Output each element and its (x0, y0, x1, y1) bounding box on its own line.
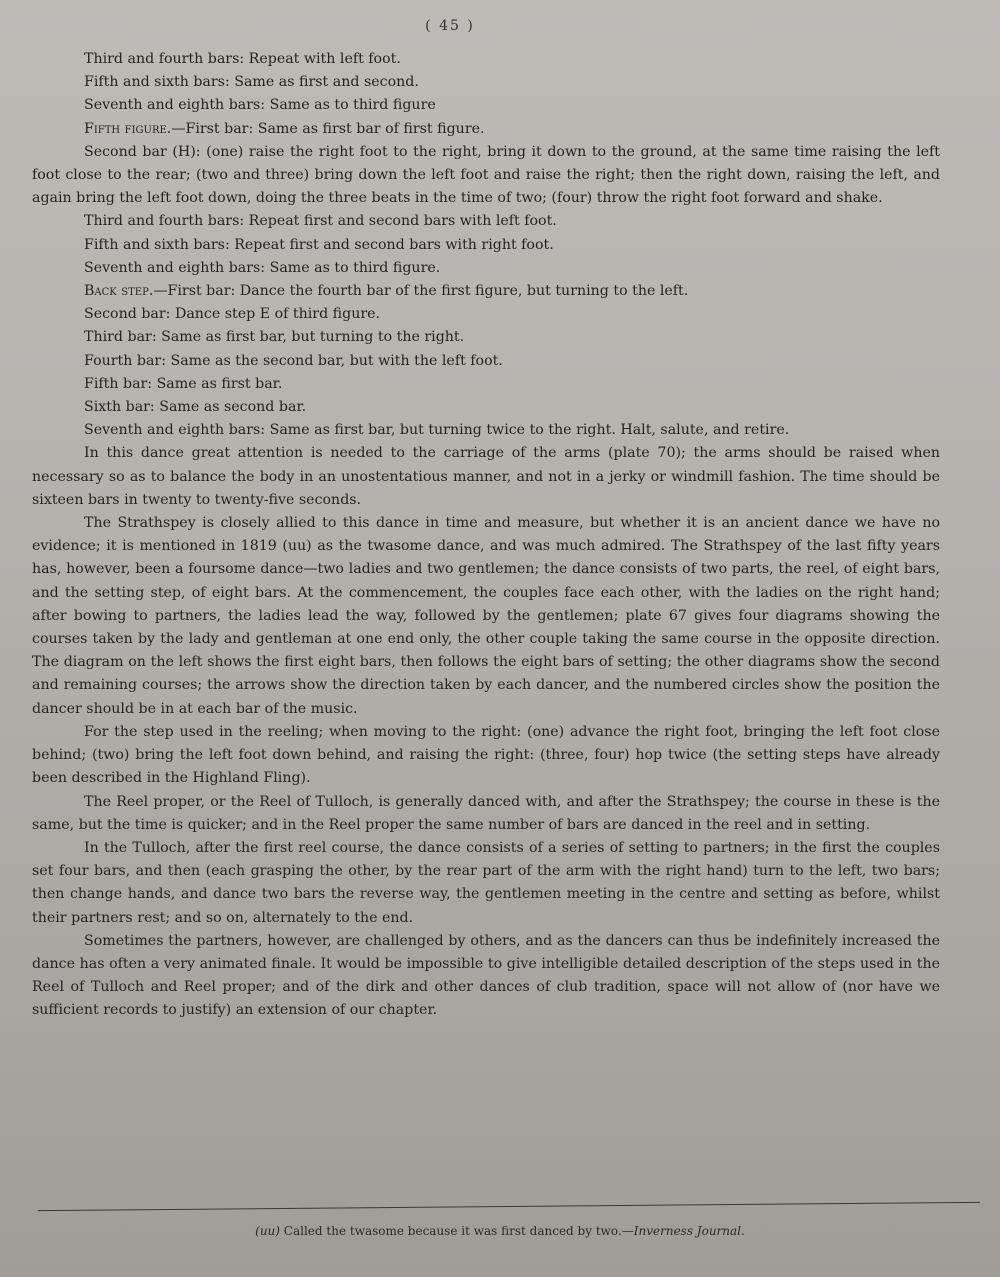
fifth-figure-second-bar: Second bar (H): (one) raise the right foot to the right, bring it down to the ground, at the same time raising the left foot close to the rear; (two and three) bring down the left foot and raise the right; then the right down, raising the left, and again bring the left foot down, doing the three beats in the time of two; (four) throw the right foot forward and shake. (32, 143, 940, 207)
paragraph: The Reel proper, or the Reel of Tulloch, is generally danced with, and after the Strathspey; the course in these is the same, but the time is quicker; and in the Reel proper the same number of bars are danced in the reel and in setting. (32, 793, 940, 833)
text-line: Fifth and sixth bars: Repeat first and second bars with right foot. (84, 236, 554, 253)
text-line: Seventh and eighth bars: Same as first bar, but turning twice to the right. Halt, salute, and retire. (84, 422, 790, 439)
back-step-first-bar: —First bar: Dance the fourth bar of the first figure, but turning to the left. (153, 283, 689, 300)
footnote-source: Inverness Journal. (633, 1224, 745, 1238)
text-line: Third and fourth bars: Repeat with left foot. (84, 51, 401, 67)
text-line: Second bar: Dance step E of third figure. (84, 306, 381, 323)
paragraph: The Strathspey is closely allied to this dance in time and measure, but whether it is an ancient dance we have no evidence; it is mentioned in 1819 (uu) as the twasome dance, and was much admired. The Strathspey of the last fifty years has, however, been a foursome dance—two ladies and two gentlemen; the dance consists of two parts, the reel, of eight bars, and the setting step, of eight bars. At the commencement, the couples face each other, with the ladies on the right hand; after bowing to partners, the ladies lead the way, followed by the gentlemen; plate 67 gives four diagrams showing the courses taken by the lady and gentleman at one end only, the other couple taking the same course in the opposite direction. The diagram on the left shows the first eight bars, then follows the eight bars of setting; the other diagrams show the second and remaining courses; the arrows show the direction taken by each dancer, and the numbered circles show the position the dancer should be in at each bar of the music. (32, 515, 940, 717)
fifth-figure-heading: Fifth figure. (84, 120, 172, 137)
footnote-mark: (uu) (255, 1224, 280, 1238)
back-step-line (32, 280, 940, 303)
text-line: Fourth bar: Same as the second bar, but with the left foot. (84, 352, 503, 369)
paragraph: In the Tulloch, after the first reel course, the dance consists of a series of setting to partners; in the first the couples set four bars, and then (each grasping the other, by the rear part of the arm with the right hand) turn to the left, two bars; then change hands, and dance two bars the reverse way, the gentlemen meeting in the centre and setting as before, whilst their partners rest; and so on, alternately to the end. (32, 839, 940, 926)
footnote-divider (38, 1202, 980, 1211)
page-number: ( 45 ) (425, 18, 475, 34)
footnote (0, 1224, 1000, 1238)
page-text (32, 48, 940, 1023)
paragraph: For the step used in the reeling; when moving to the right: (one) advance the right foot, bringing the left foot close behind; (two) bring the left foot down behind, and raising the right: (three, four) hop twice (the setting steps have already been described in the Highland Fling). (32, 723, 940, 787)
text-line: Seventh and eighth bars: Same as to third figure (84, 97, 436, 114)
text-line: Fifth and sixth bars: Same as first and second. (84, 74, 419, 91)
text-line: Sixth bar: Same as second bar. (84, 399, 307, 416)
text-line: Fifth bar: Same as first bar. (84, 375, 283, 392)
fifth-figure-line (32, 118, 940, 141)
text-line: Seventh and eighth bars: Same as to third figure. (84, 259, 441, 276)
text-line: Third bar: Same as first bar, but turning to the right. (84, 329, 465, 346)
paragraph: In this dance great attention is needed to the carriage of the arms (plate 70); the arms should be raised when necessary so as to balance the body in an unostentatious manner, and not in a jerky or windmill fashion. The time should be sixteen bars in twenty to twenty-five seconds. (32, 445, 940, 508)
footnote-text: Called the twasome because it was first danced by two.— (283, 1224, 634, 1238)
text-line: Third and fourth bars: Repeat first and second bars with left foot. (84, 213, 557, 230)
fifth-figure-first-bar: —First bar: Same as first bar of first figure. (171, 120, 485, 137)
back-step-heading: Back step. (84, 283, 154, 300)
paragraph: Sometimes the partners, however, are challenged by others, and as the dancers can thus be indefinitely increased the dance has often a very animated finale. It would be impossible to give intelligible detailed description of the steps used in the Reel of Tulloch and Reel proper; and of the dirk and other dances of club tradition, space will not allow of (nor have we sufficient records to justify) an extension of our chapter. (32, 932, 940, 1019)
